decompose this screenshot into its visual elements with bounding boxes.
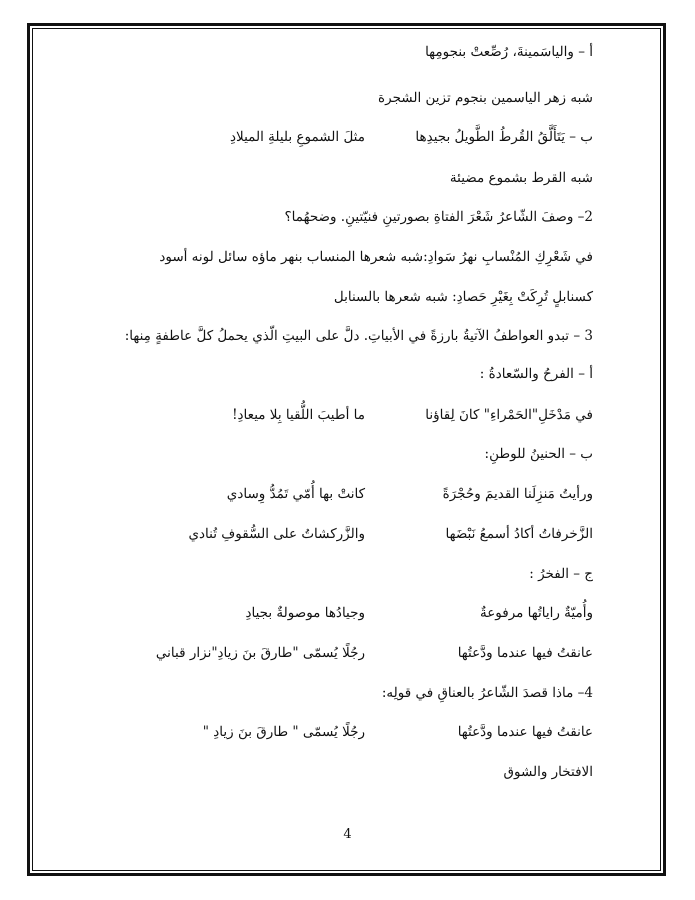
verse-q4-second: رجُلًا يُسمّى " طارقَ بنَ زيادِ ": [202, 724, 365, 740]
q4-answer: الافتخار والشوق: [503, 764, 593, 780]
verse-nostalgia-1-second: كانتْ بها أُمّي تَمُدُّ وِسادي: [226, 486, 365, 502]
q3-item-b: ب – الحنينُ للوطنِ:: [484, 446, 593, 462]
question-4: 4– ماذا قصدَ الشّاعرُ بالعناقِ في قولِه:: [381, 685, 593, 701]
question-2: 2– وصفَ الشّاعرُ شَعْرَ الفتاةِ بصورتينِ فنيّتينِ. وضحهُما؟: [284, 209, 593, 225]
question-3: 3 – تبدو العواطفُ الآتيةُ بارزةً في الأبياتِ. دلَّ على البيتِ الّذي يحملُ كلَّ عاطفةٍ مِنها:: [124, 328, 593, 344]
q2-answer-2: كسنابلٍ تُرِكَتْ بِغَيْرِ حَصادِ: شبه شعرها بالسنابل: [333, 289, 593, 305]
verse-nostalgia-1-first: ورأيتُ مَنزِلَنا القديمَ وحُجْرَةً: [442, 486, 593, 502]
verse-q4-first: عانقتُ فيها عندما ودَّعتُها: [457, 724, 593, 740]
q3-item-c: ج – الفخرُ :: [529, 566, 593, 582]
verse-joy-second: ما أطيبَ اللُّقيا بِلا ميعادِ!: [232, 407, 365, 423]
q2-answer-1: في شَعْرِكِ المُنْسابِ نهرُ سَوادِ:شبه شعرها المنساب بنهر ماؤه سائل لونه أسود: [159, 249, 593, 265]
verse-nostalgia-2-first: الزَّخرفاتُ أكادُ أسمعُ نَبْضَها: [445, 526, 593, 542]
q1-item-a: أ – والياسَمينةَ، رُصِّعتْ بنجومِها: [425, 44, 593, 60]
q3-item-a: أ – الفرحُ والسّعادةُ :: [479, 366, 593, 382]
q1-answer-b: شبه القرط بشموع مضيئة: [449, 170, 593, 186]
verse-b-second-hemistich: مثلَ الشموعِ بليلةِ الميلادِ: [230, 129, 365, 145]
q1-answer-a: شبه زهر الياسمين بنجوم تزين الشجرة: [378, 90, 593, 106]
verse-b-first-hemistich: ب – يَتَأَلَّقُ القُرطُ الطَّويلُ بجيدِها: [415, 129, 593, 145]
verse-pride-2-second: رجُلًا يُسمّى "طارقَ بنَ زيادِ"نزار قباني: [155, 645, 365, 661]
verse-nostalgia-2-second: والزَّركشاتُ على السُّقوفِ تُنادي: [188, 526, 365, 542]
page-number: 4: [343, 827, 352, 842]
verse-pride-2-first: عانقتُ فيها عندما ودَّعتُها: [457, 645, 593, 661]
verse-pride-1-second: وجيادُها موصولةٌ بجيادِ: [245, 605, 365, 621]
verse-joy-first: في مَدْخَلِ"الحَمْراءِ" كانَ لِقاؤنا: [425, 407, 593, 423]
verse-pride-1-first: وأُميّةٌ راياتُها مرفوعةٌ: [479, 605, 593, 621]
